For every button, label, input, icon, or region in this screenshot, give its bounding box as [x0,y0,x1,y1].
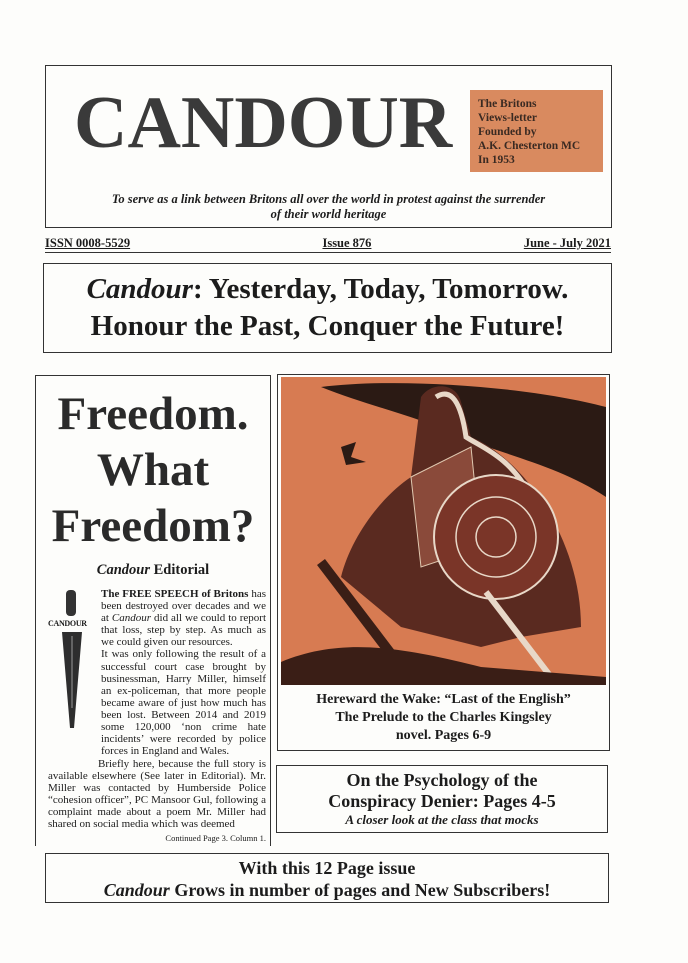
psychology-teaser [276,765,608,833]
headline-line: Freedom? [51,500,255,552]
paragraph-2: It was only following the result of a successful court case brought by businessman, Harry Miller, himself an ex-policeman, that more people became aware of just how much has been lost. Between 2014 and 2019 some 120,000 ‘non crime hate incidents’ were recorded by police forces in England and Wales. [101,648,266,758]
banner-headline [43,263,612,353]
para1-bold: The FREE SPEECH of Britons [101,588,249,600]
issue-number: Issue 876 [322,236,372,250]
founded-line: Founded by [478,126,537,138]
pin-icon [48,588,96,738]
founded-box [470,90,603,172]
founded-line: A.K. Chesterton MC [478,140,581,152]
teaser-title-line: Conspiracy Denier: Pages 4-5 [328,791,556,811]
banner-line2: Honour the Past, Conquer the Future! [90,310,565,342]
caption-line: novel. Pages 6-9 [395,728,492,743]
editorial-headline [36,386,270,554]
masthead [45,65,612,228]
continued-note: Continued Page 3. Column 1. [165,832,266,843]
byline-rest: Editorial [149,562,210,578]
teaser-title-line: On the Psychology of the [346,770,538,790]
announcement-line1: With this 12 Page issue [238,858,416,878]
bottom-announcement [45,853,609,903]
founded-line: The Britons [478,98,537,110]
pin-label: CANDOUR [48,618,87,630]
tagline-line: of their world heritage [270,207,387,221]
editorial-body [48,588,266,844]
announcement-italic: Candour [103,880,170,900]
masthead-title: CANDOUR [74,82,453,164]
issue-info-line [45,236,611,253]
paragraph-3: Briefly here, because the full story is available elsewhere (See later in Editorial). Mr. Miller was contacted by Humberside Police “cohesion officer”, PC Mansoor Gul, following a complaint made about a poem Mr. Miller had shared on social media which was deemed [48,758,266,831]
announcement-rest: Grows in number of pages and New Subscribers! [169,880,551,900]
founded-line: Views-letter [478,112,537,124]
founded-line: In 1953 [478,154,515,166]
issn: ISSN 0008-5529 [45,236,131,250]
issue-date: June - July 2021 [523,236,611,250]
caption-line: The Prelude to the Charles Kingsley [335,710,552,725]
banner-italic: Candour [86,273,193,305]
tagline-line: To serve as a link between Britons all over the world in protest against the surrender [111,192,546,206]
feature-story [277,374,610,751]
tagline [46,192,611,222]
para1-text: did all we could to report that loss, step by step. As much as we could given our resources. [101,612,266,649]
editorial-article [35,375,271,846]
hereward-illustration [281,377,606,685]
warrior-illustration-icon [281,377,606,685]
caption-line: Hereward the Wake: “Last of the English” [316,692,571,707]
announcement-line2 [46,879,608,901]
headline-line: What [96,444,210,496]
editorial-byline [36,562,270,579]
para1-text: has been destroyed over decades and we at [101,588,266,625]
para1-italic: Candour [111,612,152,625]
headline-line: Freedom. [57,388,249,440]
candour-pin-logo [48,588,101,758]
byline-italic: Candour [96,562,150,578]
banner-line1: : Yesterday, Today, Tomorrow. [192,273,569,305]
teaser-subtitle: A closer look at the class that mocks [345,812,539,827]
feature-caption [278,691,609,745]
